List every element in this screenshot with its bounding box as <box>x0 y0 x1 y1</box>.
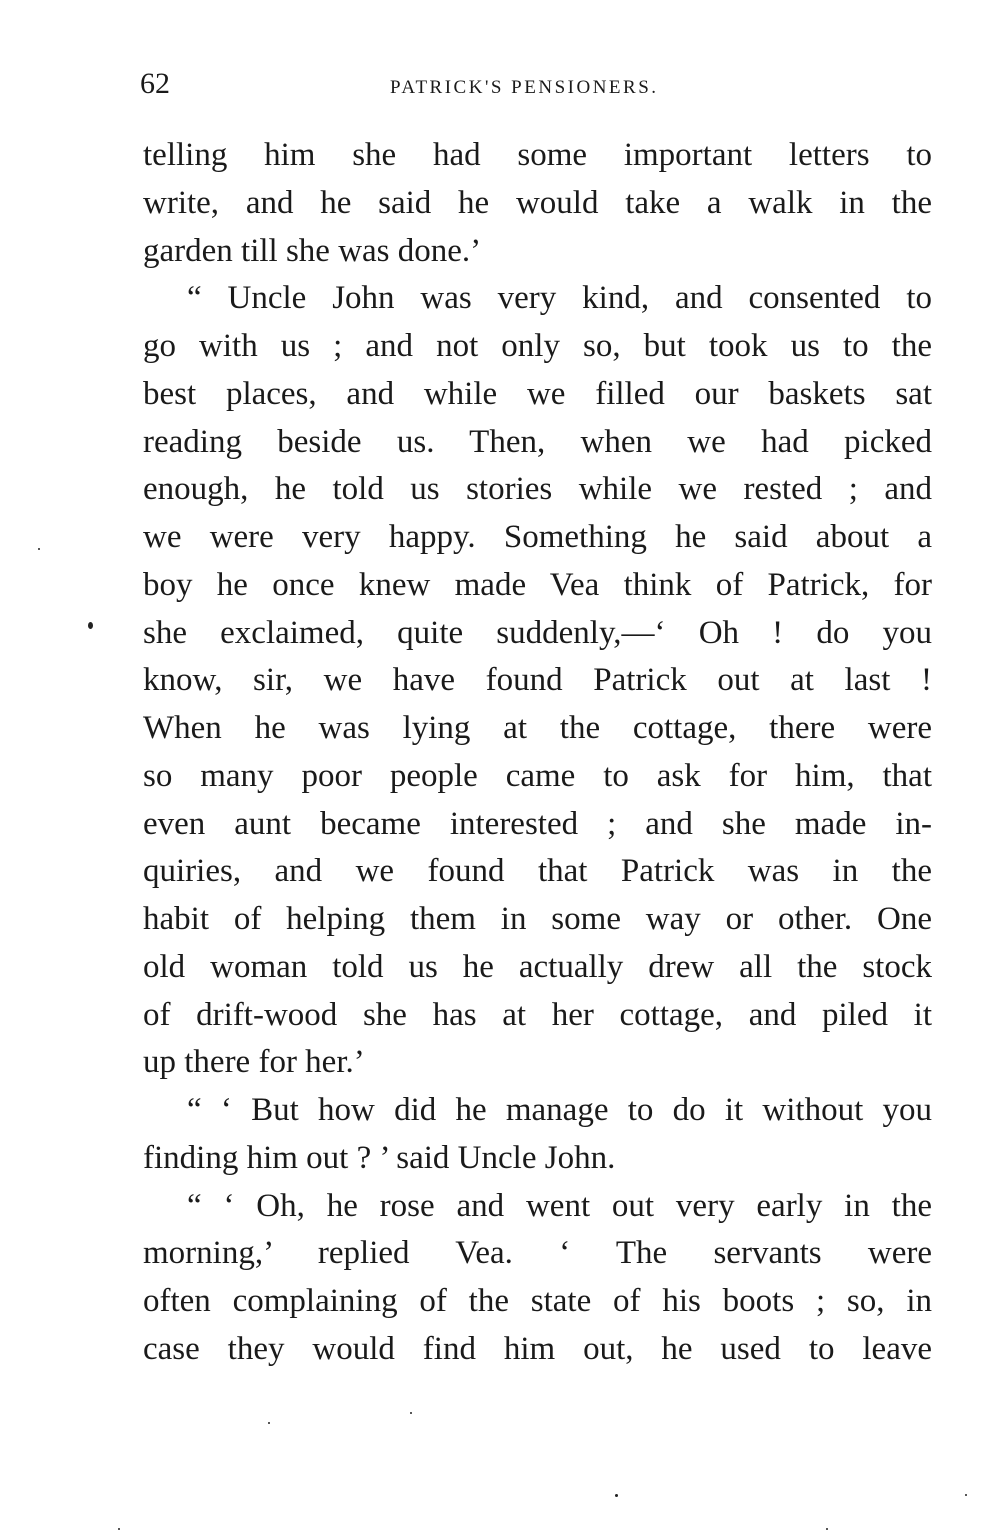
scan-speck <box>268 1422 270 1424</box>
running-title: PATRICK'S PENSIONERS. <box>390 77 659 98</box>
text-line: “ ‘ Oh, he rose and went out very early in the <box>187 1187 932 1224</box>
text-line: of drift-wood she has at her cottage, and piled it <box>143 996 932 1033</box>
page-header <box>140 64 932 104</box>
text-line: up there for her.’ <box>143 1044 365 1081</box>
text-line: case they would find him out, he used to leave <box>143 1330 932 1367</box>
text-line: even aunt became interested ; and she made in- <box>143 805 932 842</box>
text-line: finding him out ? ’ said Uncle John. <box>143 1139 616 1176</box>
scan-speck <box>615 1494 618 1497</box>
body-text <box>143 132 932 1374</box>
page-number: 62 <box>140 67 170 100</box>
text-line: know, sir, we have found Patrick out at last ! <box>143 662 932 699</box>
text-line: morning,’ replied Vea. ‘ The servants were <box>143 1235 932 1272</box>
scan-speck <box>38 548 40 550</box>
scan-speck <box>965 1494 967 1496</box>
text-line: old woman told us he actually drew all the stock <box>143 948 932 985</box>
scan-speck <box>410 1412 412 1414</box>
text-line: boy he once knew made Vea think of Patrick, for <box>143 566 932 603</box>
scan-speck <box>118 1528 120 1530</box>
text-line: “ Uncle John was very kind, and consented to <box>187 280 932 317</box>
text-line: quiries, and we found that Patrick was in the <box>143 853 932 890</box>
text-line: telling him she had some important letters to <box>143 137 932 173</box>
text-line: we were very happy. Something he said about a <box>143 519 932 555</box>
text-line: so many poor people came to ask for him, that <box>143 757 932 794</box>
text-line: go with us ; and not only so, but took us to the <box>143 328 932 364</box>
text-line: “ ‘ But how did he manage to do it without you <box>187 1092 932 1128</box>
text-line: reading beside us. Then, when we had picked <box>143 423 932 460</box>
text-line: often complaining of the state of his boots ; so, in <box>143 1283 932 1319</box>
scan-speck <box>826 1528 828 1530</box>
text-line: write, and he said he would take a walk in the <box>143 184 932 221</box>
text-line: habit of helping them in some way or other. One <box>143 901 932 937</box>
text-line: enough, he told us stories while we rested ; and <box>143 471 932 508</box>
text-line: she exclaimed, quite suddenly,—‘ Oh ! do you <box>143 614 932 651</box>
scan-speck <box>88 622 93 629</box>
text-line: When he was lying at the cottage, there were <box>143 710 932 746</box>
text-line: best places, and while we filled our baskets sat <box>143 375 932 412</box>
text-line: garden till she was done.’ <box>143 232 482 269</box>
